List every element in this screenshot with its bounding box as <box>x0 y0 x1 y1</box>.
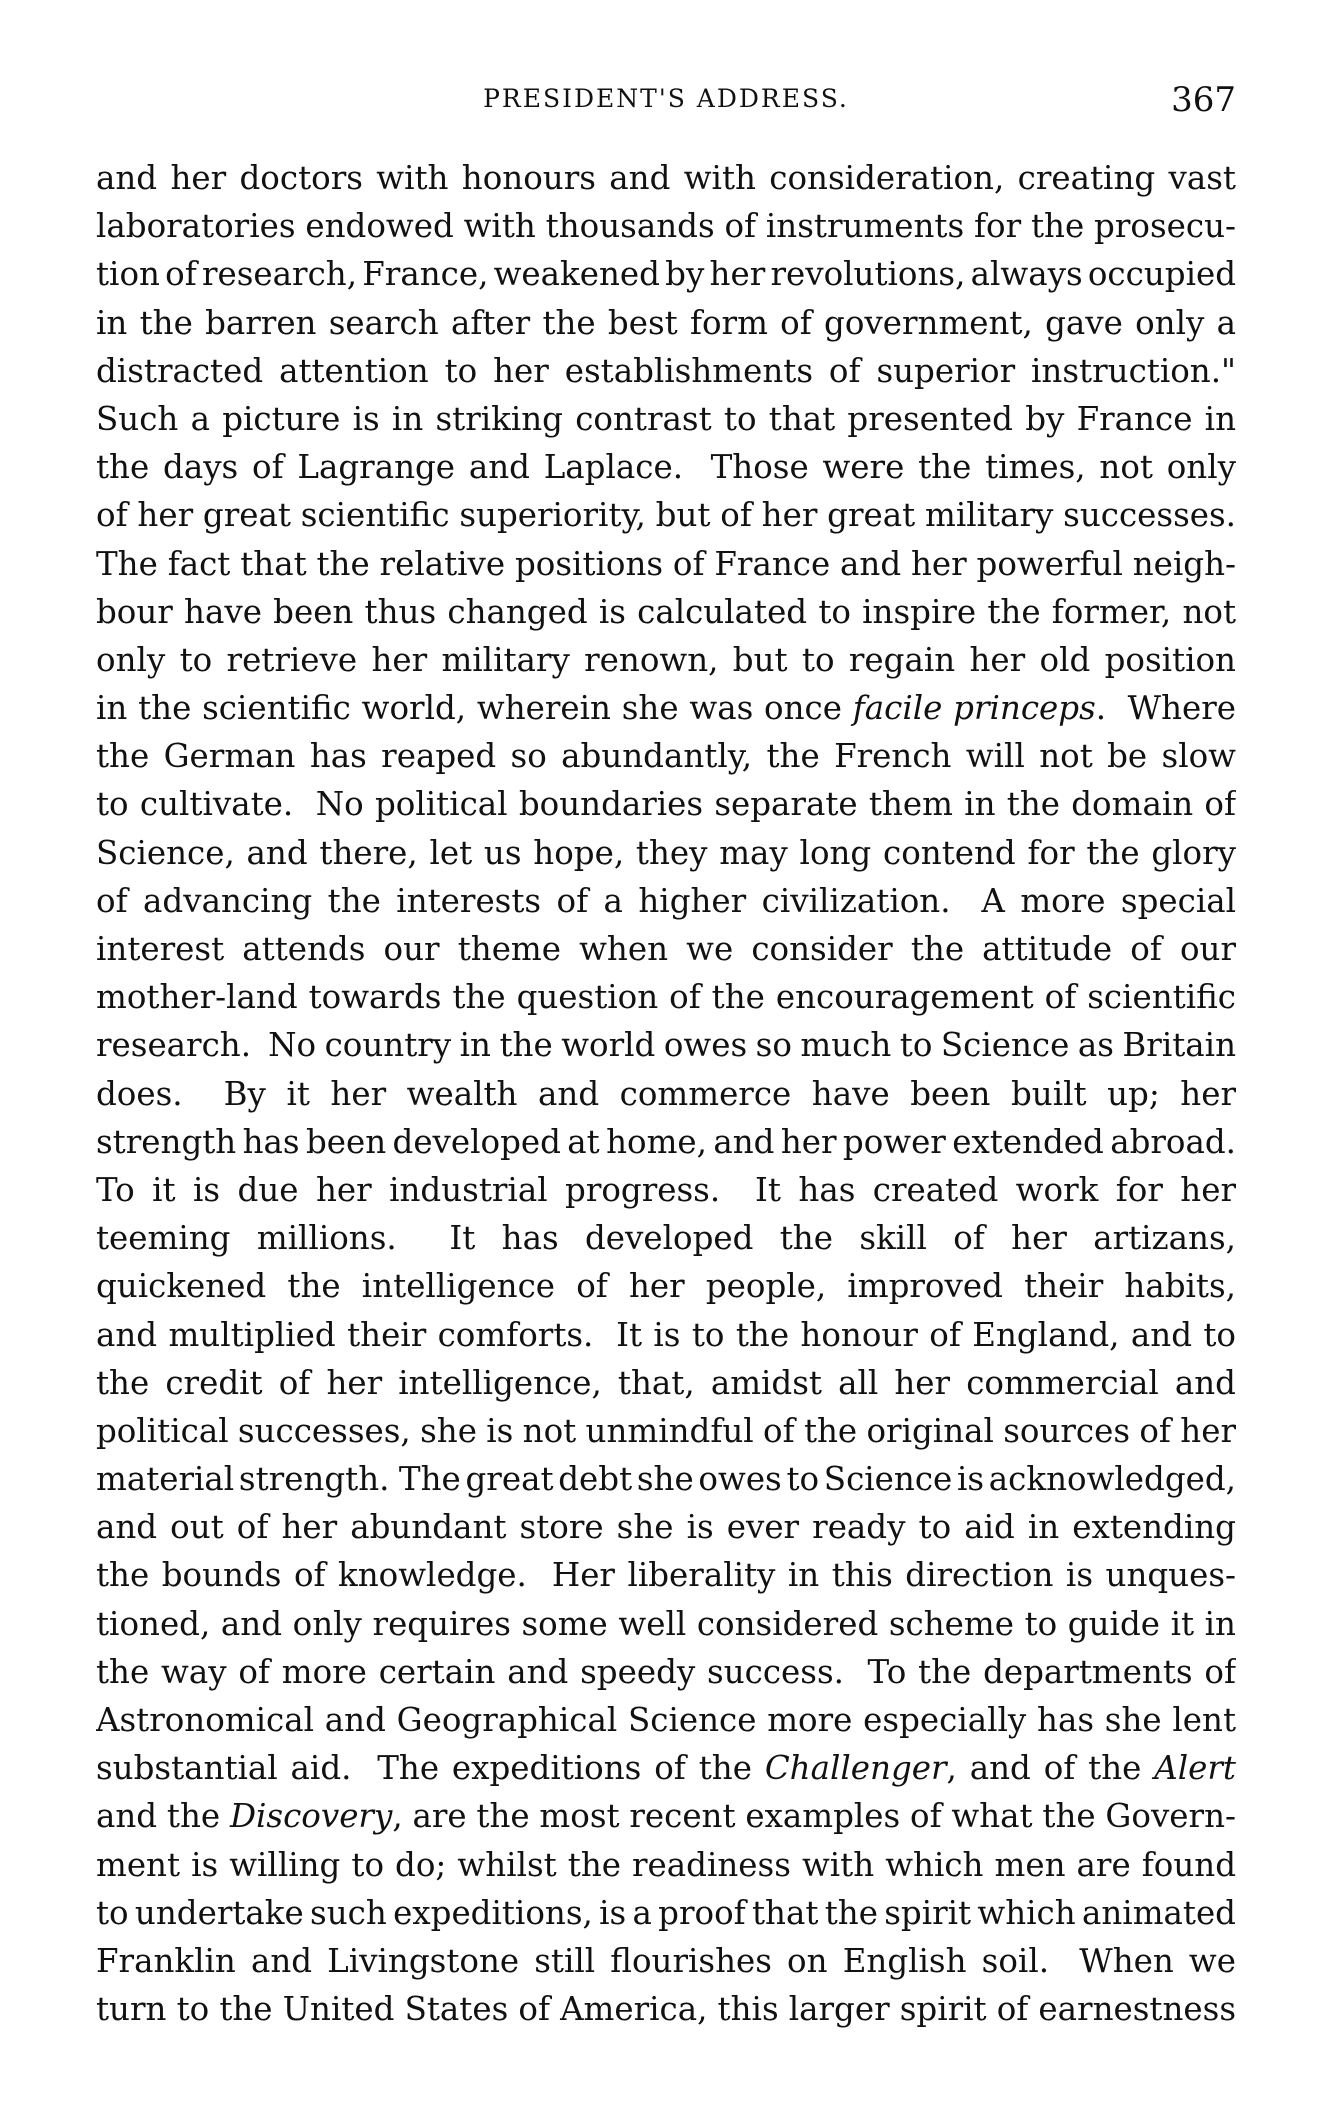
text-segment: Astronomical and Geographical Science more especially has she lent <box>96 1701 1236 1739</box>
text-line <box>96 588 1236 636</box>
text-segment: the days of Lagrange and Laplace. Those were the times, not only <box>96 448 1236 487</box>
text-segment: tioned, and only requires some well considered scheme to guide it in <box>96 1604 1236 1643</box>
text-segment: mother-land towards the question of the encouragement of scientific <box>96 978 1236 1017</box>
text-line <box>96 1600 1236 1648</box>
text-segment: , and of the <box>946 1749 1155 1788</box>
text-segment: the credit of her intelligence, that, amidst all her commercial and <box>96 1363 1236 1402</box>
text-segment: to cultivate. No political boundaries separate them in the domain of <box>96 785 1236 824</box>
text-line <box>96 347 1236 395</box>
text-line <box>96 1021 1236 1069</box>
text-line <box>96 1070 1236 1118</box>
text-line <box>96 1118 1236 1166</box>
text-segment: laboratories endowed with thousands of instruments for the prosecu- <box>96 207 1236 246</box>
text-line <box>96 1696 1236 1744</box>
text-segment: bour have been thus changed is calculated to inspire the former, not <box>96 592 1236 631</box>
text-line <box>96 1889 1236 1937</box>
italic-text: Challenger <box>764 1749 947 1788</box>
text-line <box>96 1744 1236 1792</box>
text-segment: political successes, she is not unmindful of the original sources of her <box>96 1411 1236 1450</box>
text-segment: strength has been developed at home, and her power extended abroad. <box>96 1122 1236 1161</box>
text-segment: interest attends our theme when we consider the attitude of our <box>96 930 1236 968</box>
text-segment: substantial aid. The expeditions of the <box>96 1749 765 1788</box>
text-segment: material strength. The great debt she owes to Science is acknowledged, <box>96 1460 1236 1499</box>
text-line <box>96 1648 1236 1696</box>
text-line <box>96 1551 1236 1599</box>
text-segment: research. No country in the world owes so much to Science as Britain <box>96 1026 1236 1065</box>
text-segment: turn to the United States of America, this larger spirit of earnestness <box>96 1990 1236 2029</box>
text-line <box>96 829 1236 877</box>
text-line <box>96 1262 1236 1310</box>
text-line <box>96 250 1236 298</box>
italic-text: Discovery <box>229 1797 393 1836</box>
running-title: PRESIDENT'S ADDRESS. <box>483 84 849 113</box>
text-line <box>96 1455 1236 1503</box>
text-segment: . Where <box>1095 689 1236 728</box>
text-segment: Science, and there, let us hope, they may long contend for the glory <box>96 833 1236 872</box>
text-segment: does. By it her wealth and commerce have been built up; her <box>96 1074 1236 1113</box>
text-segment: teeming millions. It has developed the skill of her artizans, <box>96 1219 1236 1258</box>
text-segment: the bounds of knowledge. Her liberality in this direction is unques- <box>96 1556 1236 1595</box>
body-text <box>96 154 1236 2033</box>
text-segment: of advancing the interests of a higher civilization. A more special <box>96 881 1236 920</box>
text-line <box>96 202 1236 250</box>
text-line <box>96 154 1236 202</box>
text-segment: and multiplied their comforts. It is to the honour of England, and to <box>96 1315 1236 1354</box>
text-segment: of her great scientific superiority, but of her great military successes. <box>96 496 1236 535</box>
text-segment: , are the most recent examples of what the Govern- <box>392 1797 1236 1836</box>
text-line <box>96 1359 1236 1407</box>
text-line <box>96 1985 1236 2033</box>
text-line <box>96 636 1236 684</box>
text-line <box>96 491 1236 539</box>
text-segment: the German has reaped so abundantly, the French will not be slow <box>96 737 1236 776</box>
text-line <box>96 780 1236 828</box>
text-line <box>96 973 1236 1021</box>
text-segment: ment is willing to do; whilst the readiness with which men are found <box>96 1845 1236 1884</box>
italic-text: facile princeps <box>852 689 1096 728</box>
text-segment: To it is due her industrial progress. It has created work for her <box>96 1170 1236 1209</box>
text-line <box>96 299 1236 347</box>
page-number: 367 <box>1171 80 1236 120</box>
text-line <box>96 925 1236 973</box>
text-line <box>96 1166 1236 1214</box>
text-segment: Franklin and Livingstone still flourishes on English soil. When we <box>96 1941 1236 1980</box>
text-segment: quickened the intelligence of her people, improved their habits, <box>96 1267 1236 1306</box>
text-segment: in the barren search after the best form of government, gave only a <box>96 303 1236 342</box>
text-segment: to undertake such expeditions, is a proof that the spirit which animated <box>96 1893 1236 1932</box>
text-segment: only to retrieve her military renown, but to regain her old position <box>96 640 1236 679</box>
text-line <box>96 1214 1236 1262</box>
text-segment: and her doctors with honours and with consideration, creating vast <box>96 159 1236 197</box>
running-head <box>96 80 1236 124</box>
text-line <box>96 1503 1236 1551</box>
text-segment: tion of research, France, weakened by her revolutions, always occupied <box>96 255 1236 294</box>
text-line <box>96 395 1236 443</box>
text-line <box>96 1407 1236 1455</box>
text-line <box>96 684 1236 732</box>
text-segment: The fact that the relative positions of France and her powerful neigh- <box>96 544 1236 583</box>
text-line <box>96 443 1236 491</box>
text-line <box>96 877 1236 925</box>
text-line <box>96 1937 1236 1985</box>
text-segment: and the <box>96 1797 230 1836</box>
text-line <box>96 1792 1236 1840</box>
text-line <box>96 1311 1236 1359</box>
text-segment: Such a picture is in striking contrast to that presented by France in <box>96 399 1236 438</box>
text-line <box>96 1841 1236 1889</box>
text-segment: distracted attention to her establishments of superior instruction." <box>96 351 1236 390</box>
text-segment: and out of her abundant store she is ever ready to aid in extending <box>96 1508 1236 1547</box>
text-segment: the way of more certain and speedy success. To the departments of <box>96 1652 1236 1691</box>
text-segment: in the scientific world, wherein she was once <box>96 689 853 728</box>
text-line <box>96 540 1236 588</box>
italic-text: Alert <box>1154 1749 1236 1788</box>
text-line <box>96 732 1236 780</box>
